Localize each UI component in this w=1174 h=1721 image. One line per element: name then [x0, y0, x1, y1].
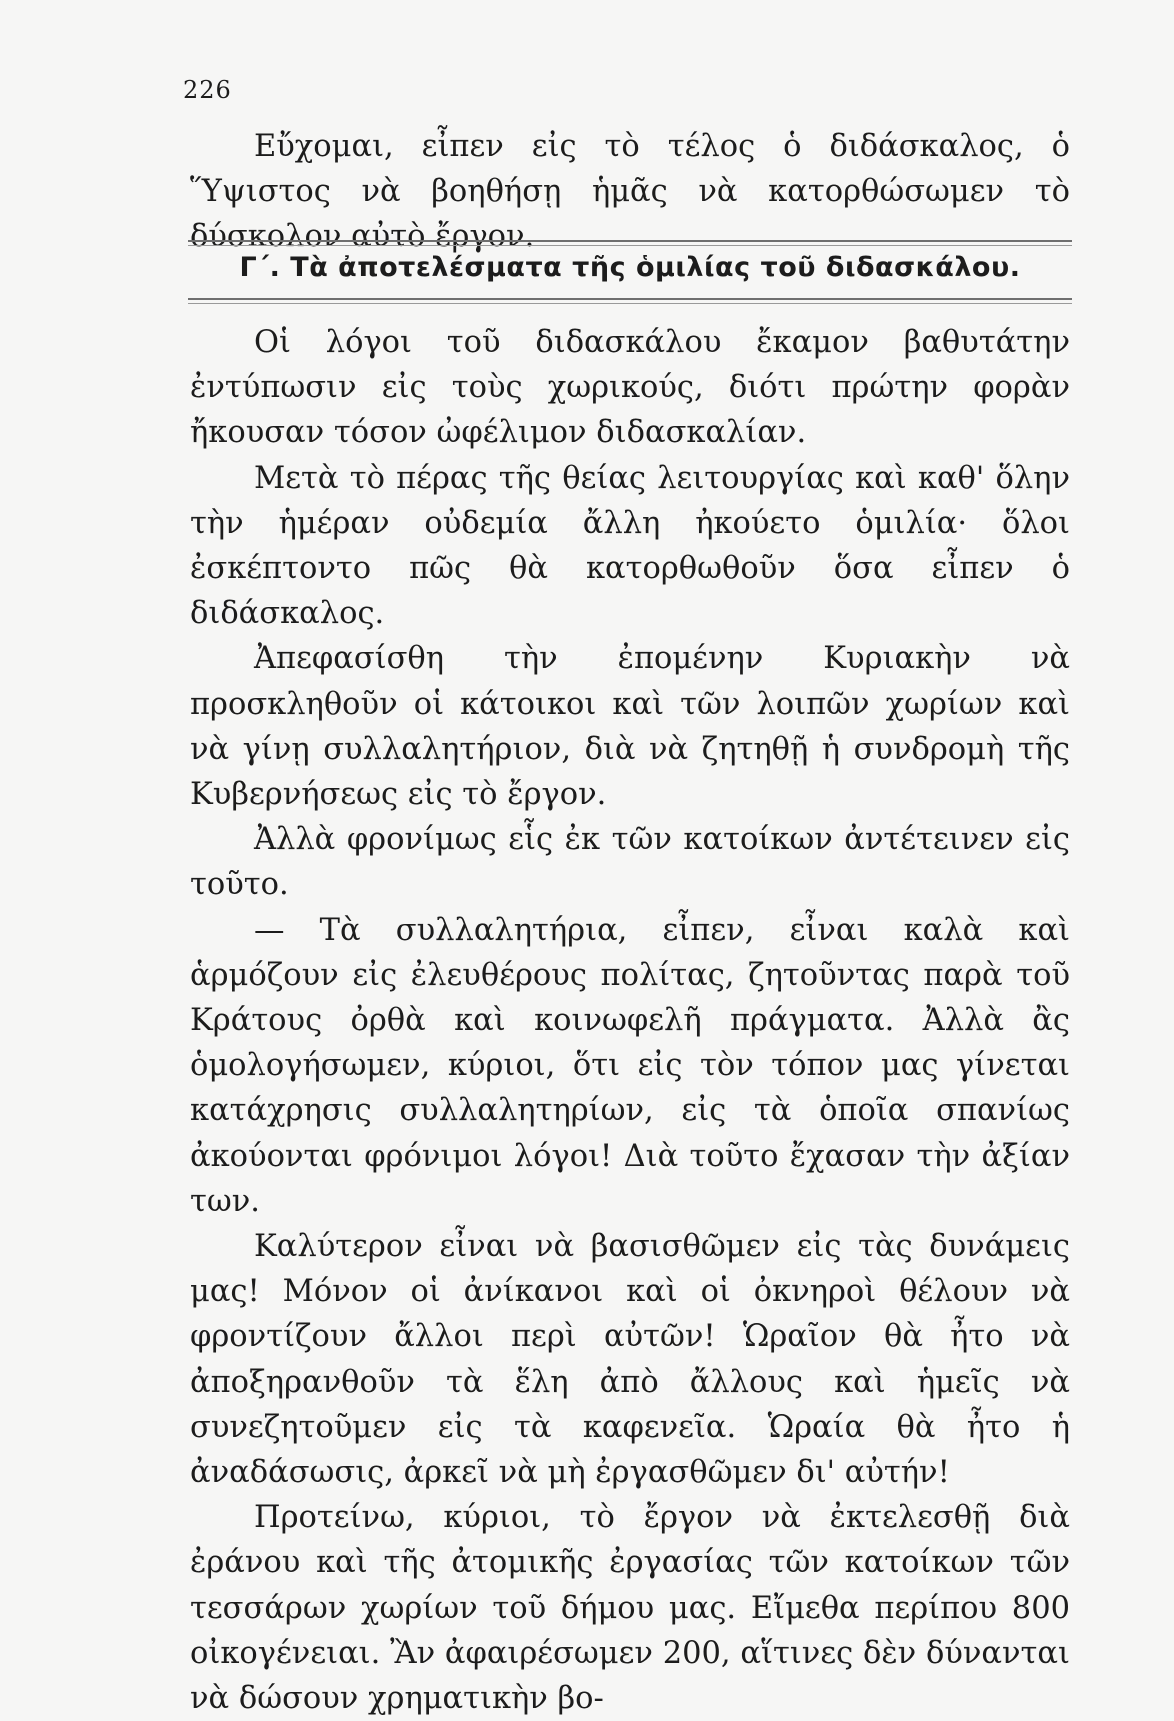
paragraph: Ἀπεφασίσθη τὴν ἐπομένην Κυριακὴν νὰ προσκληθοῦν οἱ κάτοικοι καὶ τῶν λοιπῶν χωρίων καὶ νὰ γίνῃ συλλαλητήριον, διὰ νὰ ζητηθῇ ἡ συνδρομὴ τῆς Κυβερνήσεως εἰς τὸ ἔργον.: [190, 641, 1070, 813]
paragraph: Εὔχομαι, εἶπεν εἰς τὸ τέλος ὁ διδάσκαλος, ὁ Ὕψιστος νὰ βοηθήσῃ ἡμᾶς νὰ κατορθώσωμεν τὸ δύσκολον αὐτὸ ἔργον.: [190, 129, 1070, 255]
paragraph: Προτείνω, κύριοι, τὸ ἔργον νὰ ἐκτελεσθῇ διὰ ἐράνου καὶ τῆς ἀτομικῆς ἐργασίας τῶν κατοίκων τῶν τεσσάρων χωρίων τοῦ δήμου μας. Εἴμεθα περίπου 800 οἰκογένειαι. Ἂν ἀφαιρέσωμεν 200, αἵτινες δὲν δύνανται νὰ δώσουν χρηματικὴν βο-: [190, 1500, 1070, 1717]
paragraph: Ἀλλὰ φρονίμως εἷς ἐκ τῶν κατοίκων ἀντέτεινεν εἰς τοῦτο.: [190, 822, 1070, 903]
heading-rule-top: [188, 240, 1072, 242]
page-number: 226: [183, 76, 232, 104]
heading-rule-bottom: [188, 298, 1072, 300]
paragraph: Καλύτερον εἶναι νὰ βασισθῶμεν εἰς τὰς δυνάμεις μας! Μόνον οἱ ἀνίκανοι καὶ οἱ ὀκνηροὶ θέλουν νὰ φροντίζουν ἄλλοι περὶ αὐτῶν! Ὡραῖον θὰ ἦτο νὰ ἀποξηρανθοῦν τὰ ἕλη ἀπὸ ἄλλους καὶ ἡμεῖς νὰ συνεζητοῦμεν εἰς τὰ καφενεῖα. Ὡραία θὰ ἦτο ἡ ἀναδάσωσις, ἀρκεῖ νὰ μὴ ἐργασθῶμεν δι' αὐτήν!: [190, 1229, 1070, 1491]
heading-rule-top-thin: [188, 245, 1072, 246]
section-heading: Γ΄. Τὰ ἀποτελέσματα τῆς ὁμιλίας τοῦ διδασκάλου.: [239, 252, 1021, 283]
heading-rule-bottom-thin: [188, 303, 1072, 304]
paragraph: — Τὰ συλλαλητήρια, εἶπεν, εἶναι καλὰ καὶ ἁρμόζουν εἰς ἐλευθέρους πολίτας, ζητοῦντας παρὰ τοῦ Κράτους ὀρθὰ καὶ κοινωφελῆ πράγματα. Ἀλλὰ ἂς ὁμολογήσωμεν, κύριοι, ὅτι εἰς τὸν τόπον μας γίνεται κατάχρησις συλλαλητηρίων, εἰς τὰ ὁποῖα σπανίως ἀκούονται φρόνιμοι λόγοι! Διὰ τοῦτο ἔχασαν τὴν ἀξίαν των.: [190, 912, 1070, 1219]
paragraph: Οἱ λόγοι τοῦ διδασκάλου ἔκαμον βαθυτάτην ἐντύπωσιν εἰς τοὺς χωρικούς, διότι πρώτην φορὰν ἤκουσαν τόσον ὠφέλιμον διδασκαλίαν.: [190, 325, 1070, 451]
paragraph: Μετὰ τὸ πέρας τῆς θείας λειτουργίας καὶ καθ' ὅλην τὴν ἡμέραν οὐδεμία ἄλλη ἠκούετο ὁμιλία· ὅλοι ἐσκέπτοντο πῶς θὰ κατορθωθοῦν ὅσα εἶπεν ὁ διδάσκαλος.: [190, 460, 1070, 632]
section-body: [190, 320, 1070, 1721]
